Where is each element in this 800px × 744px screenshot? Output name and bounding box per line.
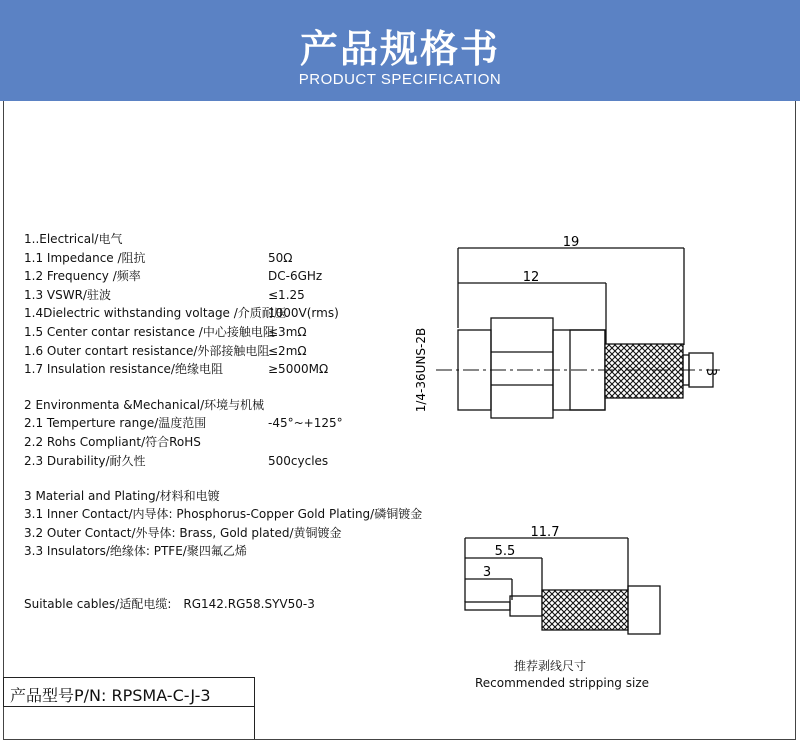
part-number: 产品型号P/N: RPSMA-C-J-3 (10, 686, 211, 705)
spec-label-electrical-1: 1.1 Impedance /阻抗 (24, 251, 146, 265)
spec-value-electrical-1: 50Ω (268, 251, 293, 265)
spec-value-env-1: -45°~+125° (268, 416, 343, 430)
suitable-cables-label: Suitable cables/适配电缆: (24, 597, 172, 611)
spec-value-electrical-4: 1000V(rms) (268, 306, 339, 320)
spec-label-electrical-7: 1.7 Insulation resistance/绝缘电阻 (24, 362, 223, 376)
thread-spec: 1/4-36UNS-2B (414, 327, 428, 413)
strip-caption-en: Recommended stripping size (474, 676, 650, 690)
dim-strip-b: 5.5 (494, 544, 516, 559)
spec-label-electrical-0: 1..Electrical/电气 (24, 232, 123, 246)
spec-label-electrical-5: 1.5 Center contar resistance /中心接触电阻 (24, 325, 275, 339)
spec-value-env-3: 500cycles (268, 454, 329, 468)
spec-value-electrical-5: ≤3mΩ (268, 325, 307, 339)
spec-label-electrical-2: 1.2 Frequency /频率 (24, 269, 141, 283)
spec-label-electrical-3: 1.3 VSWR/驻波 (24, 288, 111, 302)
spec-label-material-1: 3.1 Inner Contact/内导体: Phosphorus-Copper Gold Plating/磷铜镀金 (24, 507, 423, 521)
spec-label-env-2: 2.2 Rohs Compliant/符合RoHS (24, 435, 201, 449)
spec-label-material-0: 3 Material and Plating/材料和电镀 (24, 489, 220, 503)
page-title: 产品规格书 (299, 27, 500, 71)
dim-pin: 3 (703, 367, 718, 377)
page-subtitle: PRODUCT SPECIFICATION (298, 71, 502, 88)
spec-value-electrical-6: ≤2mΩ (268, 344, 307, 358)
spec-label-material-3: 3.3 Insulators/绝缘体: PTFE/聚四氟乙烯 (24, 544, 247, 558)
spec-label-material-2: 3.2 Outer Contact/外导体: Brass, Gold plated/黄铜镀金 (24, 526, 342, 540)
spec-value-electrical-7: ≥5000MΩ (268, 362, 329, 376)
dim-strip-c: 3 (482, 565, 492, 580)
spec-value-electrical-3: ≤1.25 (268, 288, 305, 302)
spec-label-env-3: 2.3 Durability/耐久性 (24, 454, 146, 468)
strip-caption-cn: 推荐剥线尺寸 (513, 659, 586, 673)
dim-strip-a: 11.7 (530, 525, 560, 540)
dim-overall-length: 19 (562, 235, 580, 250)
spec-value-electrical-2: DC-6GHz (268, 269, 323, 283)
suitable-cables-value: RG142.RG58.SYV50-3 (183, 597, 315, 611)
spec-label-env-0: 2 Environmenta &Mechanical/环境与机械 (24, 398, 265, 412)
spec-label-env-1: 2.1 Temperture range/温度范围 (24, 416, 207, 430)
dim-body-length: 12 (522, 270, 540, 285)
connector-drawing (436, 248, 720, 418)
spec-label-electrical-4: 1.4Dielectric withstanding voltage /介质耐压 (24, 306, 286, 320)
spec-label-electrical-6: 1.6 Outer contart resistance/外部接触电阻 (24, 344, 270, 358)
